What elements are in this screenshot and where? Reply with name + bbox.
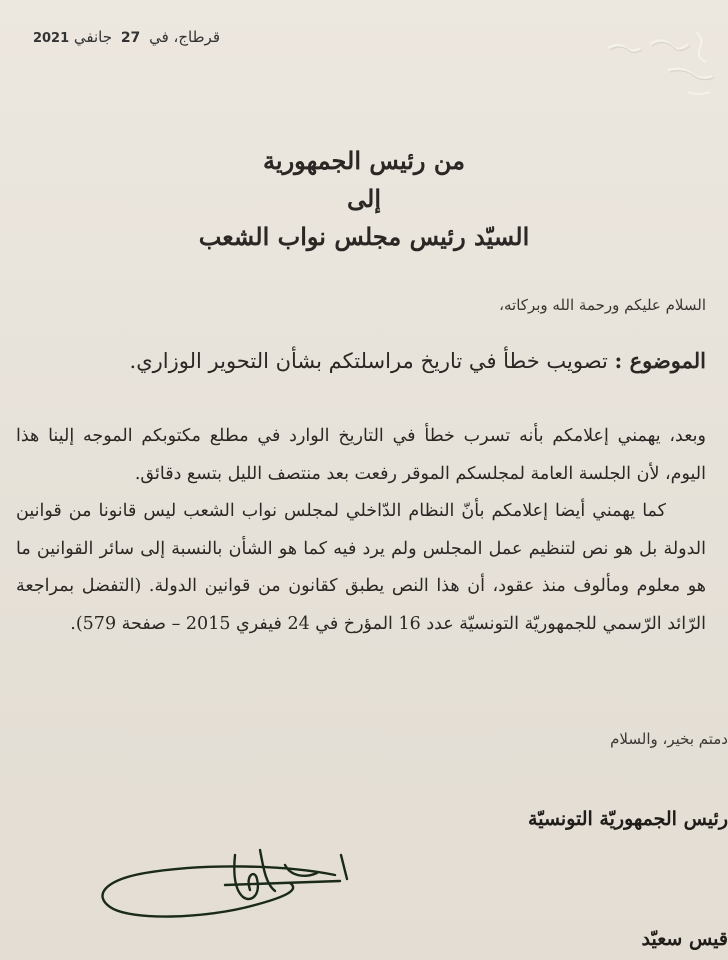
to-line: إلى <box>347 184 381 213</box>
subject-text: تصويب خطأ في تاريخ مراسلتكم بشأن التحوير الوزاري. <box>129 349 608 373</box>
from-line: من رئيس الجمهورية <box>263 146 465 175</box>
signature-name: قيس سعيّد <box>641 928 728 950</box>
letter-body <box>16 418 706 643</box>
date-line <box>20 28 220 46</box>
subject-line <box>16 348 706 373</box>
body-paragraph-1: وبعد، يهمني إعلامكم بأنه تسرب خطأ في التاريخ الوارد في مطلع مكتوبكم الموجه إلينا هذا اليوم، لأن الجلسة العامة لمجلسكم الموقر رفعت بعد منتصف الليل بتسع دقائق. <box>16 426 706 484</box>
greeting: السلام عليكم ورحمة الله وبركاته، <box>499 296 706 314</box>
handwritten-signature-icon <box>85 835 355 930</box>
date-day: 27 <box>120 30 141 46</box>
date-place: قرطاج، في <box>149 28 220 46</box>
body-paragraph-2: كما يهمني أيضا إعلامكم بأنّ النظام الدّاخلي لمجلس نواب الشعب ليس قانونا من قوانين الدولة بل هو نص لتنظيم عمل المجلس ولم يرد فيه كما هو الشأن بالنسبة إلى سائر القوانين ما هو معلوم ومألوف منذ عقود، أن هذا النص يطبق كقانون من قوانين الدولة. (التفضل بمراجعة الرّائد الرّسمي للجمهوريّة التونسيّة عدد 16 المؤرخ في 24 فيفري 2015 – صفحة 579). <box>16 501 706 634</box>
embossed-emblem-icon <box>568 10 728 120</box>
recipient-line: السيّد رئيس مجلس نواب الشعب <box>198 222 530 251</box>
subject-label: الموضوع : <box>614 348 706 373</box>
date-month: جانفي <box>73 28 113 46</box>
signature-title: رئيس الجمهوريّة التونسيّة <box>528 808 728 830</box>
closing-line: دمتم بخير، والسلام <box>610 730 728 748</box>
date-year: 2021 <box>32 31 70 46</box>
